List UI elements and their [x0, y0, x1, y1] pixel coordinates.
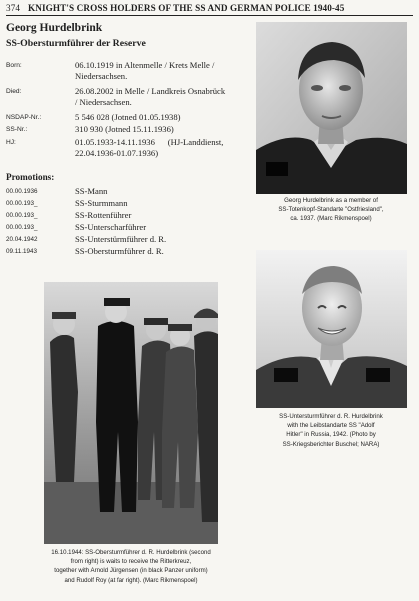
bio-row-ss-number	[6, 124, 246, 135]
caption-line: 16.10.1944: SS-Obersturmführer d. R. Hurdelbrink (second	[51, 549, 211, 556]
promotion-row	[6, 186, 246, 197]
bio-label: SS-Nr.:	[6, 126, 28, 133]
bio-value	[75, 137, 250, 159]
bio-line: 26.08.2002 in Melle / Landkreis Osnabrück	[75, 86, 226, 96]
caption-line: SS-Totenkopf-Standarte "Ostfriesland",	[278, 206, 384, 214]
person-name: Georg Hurdelbrink	[6, 22, 103, 34]
promotion-rank: SS-Unterscharführer	[75, 222, 147, 232]
bio-line: / Niedersachsen.	[75, 97, 132, 107]
bio-row-born	[6, 60, 246, 82]
group-photo	[44, 282, 218, 544]
bio-value	[75, 86, 250, 108]
promotion-row	[6, 210, 246, 221]
promotion-date: 00.00.193_	[6, 200, 38, 207]
smiling-caption	[248, 412, 414, 449]
caption-line: with the Leibstandarte SS "Adolf	[287, 422, 375, 430]
caption-line: SS-Untersturmführer d. R. Hurdelbrink	[279, 413, 383, 420]
bio-label: Died:	[6, 88, 22, 95]
bio-row-died	[6, 86, 246, 108]
promotion-date: 09.11.1943	[6, 248, 38, 255]
caption-line: Hitler" in Russia, 1942. (Photo by	[286, 431, 376, 439]
bio-line: 5 546 028 (Jotned 01.05.1938)	[75, 112, 181, 122]
bio-label: NSDAP-Nr.:	[6, 114, 42, 121]
promotion-row	[6, 246, 246, 257]
bio-line: 01.05.1933-14.11.1936 (HJ-Landdienst,	[75, 137, 224, 147]
promotion-rank: SS-Obersturmführer d. R.	[75, 246, 164, 256]
page-header	[6, 1, 413, 15]
smiling-photo	[256, 250, 407, 408]
header-rule	[6, 15, 413, 16]
promotion-row	[6, 234, 246, 245]
caption-line: Georg Hurdelbrink as a member of	[284, 197, 378, 204]
promotion-row	[6, 198, 246, 209]
promotion-rank: SS-Mann	[75, 186, 108, 196]
promotions-title: Promotions:	[6, 172, 55, 182]
bio-line: 06.10.1919 in Altenmelle / Krets Melle /	[75, 60, 215, 70]
group-caption	[20, 548, 242, 585]
bio-value	[75, 60, 250, 82]
bio-label: Born:	[6, 62, 22, 69]
bio-label: HJ:	[6, 139, 16, 146]
caption-line: together with Arnold Jürgensen (in black Panzer uniform)	[54, 567, 208, 575]
promotion-date: 00.00.1936	[6, 188, 38, 195]
bio-value	[75, 112, 250, 123]
caption-line: from right) is waits to receive the Ritterkreuz,	[70, 558, 192, 566]
promotion-rank: SS-Sturmmann	[75, 198, 128, 208]
bio-line: 22.04.1936-01.07.1936)	[75, 148, 159, 158]
portrait-caption	[248, 196, 414, 224]
promotion-date: 20.04.1942	[6, 236, 38, 243]
bio-line: Niedersachsen.	[75, 71, 128, 81]
bio-line: 310 930 (Jotned 15.11.1936)	[75, 124, 174, 134]
bio-row-nsdap	[6, 112, 246, 123]
promotion-row	[6, 222, 246, 233]
caption-line: ca. 1937. (Marc Rikmenspoel)	[290, 215, 372, 223]
person-rank: SS-Obersturmführer der Reserve	[6, 38, 146, 49]
promotion-date: 00.00.193_	[6, 224, 38, 231]
bio-value	[75, 124, 250, 135]
caption-line: and Rudolf Roy (at far right). (Marc Rikmenspoel)	[64, 576, 198, 584]
page-number: 374	[6, 3, 21, 13]
promotion-date: 00.00.193_	[6, 212, 38, 219]
promotion-rank: SS-Unterstürmführer d. R.	[75, 234, 167, 244]
portrait-photo	[256, 22, 407, 194]
promotion-rank: SS-Rottenführer	[75, 210, 132, 220]
caption-line: SS-Kriegsberichter Buschel; NARA)	[282, 440, 380, 448]
book-title: KNIGHT'S CROSS HOLDERS OF THE SS AND GERMAN POLICE 1940-45	[28, 3, 345, 13]
bio-row-hj	[6, 137, 246, 159]
